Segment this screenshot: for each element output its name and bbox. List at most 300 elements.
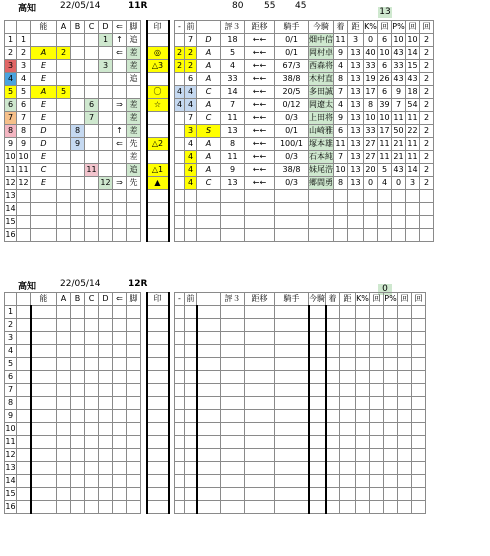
header-p-count: 回: [412, 293, 426, 306]
grade-cell: A: [197, 60, 221, 73]
arrow-cell: [113, 164, 127, 177]
header-dist-move: 距移: [245, 293, 275, 306]
style-cell: [127, 216, 141, 229]
rank-cell: [31, 319, 57, 332]
dist-move-cell: [245, 203, 275, 216]
dist-cell: 10: [364, 112, 378, 125]
row-num-cell: 6: [5, 99, 17, 112]
mark-dash-cell: [175, 177, 185, 190]
p-count-cell: 2: [420, 34, 434, 47]
k-pct-cell: [370, 358, 384, 371]
mark-dash-cell: [175, 190, 185, 203]
prev-cell: 4: [185, 151, 197, 164]
row-num-cell: 5: [5, 358, 17, 371]
mark-dash-cell: [175, 462, 185, 475]
row-num-cell: 4: [5, 73, 17, 86]
rank-cell: [31, 397, 57, 410]
arrow-cell: [113, 462, 127, 475]
style-cell: 差: [127, 99, 141, 112]
k-pct-cell: 6: [378, 60, 392, 73]
p-pct-cell: 14: [406, 47, 420, 60]
dist-cell: [356, 332, 370, 345]
row-num-cell: 12: [5, 177, 17, 190]
p-count-cell: 2: [420, 73, 434, 86]
jockey-name-cell: [309, 384, 326, 397]
col-b-cell: [71, 384, 85, 397]
row-num-cell: 14: [5, 203, 17, 216]
jockey-stats-cell: 0/1: [275, 125, 309, 138]
k-count-cell: [384, 449, 398, 462]
col-d-cell: [99, 501, 113, 514]
rank-cell: E: [31, 151, 57, 164]
jockey-name-cell: [309, 358, 326, 371]
k-count-cell: [384, 423, 398, 436]
p-pct-cell: [398, 384, 412, 397]
header-col-d: D: [99, 21, 113, 34]
dist-cell: 27: [364, 138, 378, 151]
finish-cell: [348, 203, 364, 216]
header-post-num: [17, 21, 31, 34]
jockey-stats-cell: 20/5: [275, 86, 309, 99]
k-count-cell: [392, 229, 406, 242]
style-cell: [127, 475, 141, 488]
dist-move-cell: [245, 216, 275, 229]
dist-move-cell: ←←: [245, 112, 275, 125]
dist-cell: [356, 397, 370, 410]
jockey-stats-cell: 38/8: [275, 164, 309, 177]
col-c-cell: [85, 345, 99, 358]
mark-dash-cell: [175, 138, 185, 151]
k-pct-cell: 26: [378, 73, 392, 86]
rank-cell: D: [31, 125, 57, 138]
eval3-cell: [221, 449, 245, 462]
finish-cell: [340, 397, 356, 410]
table-row: [5, 501, 426, 514]
p-count-cell: 2: [420, 177, 434, 190]
k-count-cell: [384, 410, 398, 423]
rank-cell: E: [31, 177, 57, 190]
header-dist-move: 距移: [245, 21, 275, 34]
row-num-cell: 10: [5, 151, 17, 164]
k-count-cell: [384, 436, 398, 449]
col-a-cell: [57, 371, 71, 384]
now-jockey-cell: [334, 203, 348, 216]
mark-dash-cell: [175, 449, 185, 462]
rank-cell: [31, 423, 57, 436]
row-num-cell: 2: [5, 319, 17, 332]
p-count-cell: 2: [420, 86, 434, 99]
jockey-name-cell: [309, 475, 326, 488]
k-pct-cell: [370, 488, 384, 501]
jockey-name-cell: [309, 203, 334, 216]
jockey-stats-cell: [275, 345, 309, 358]
jockey-name-cell: 塚本雄: [309, 138, 334, 151]
now-jockey-cell: 4: [334, 99, 348, 112]
col-d-cell: [99, 86, 113, 99]
col-d-cell: [99, 216, 113, 229]
jockey-name-cell: [309, 345, 326, 358]
row-num-cell: 6: [5, 371, 17, 384]
style-cell: [127, 436, 141, 449]
race-number: 12R: [128, 279, 148, 289]
p-pct-cell: [398, 358, 412, 371]
rank-cell: [31, 436, 57, 449]
jockey-name-cell: [309, 397, 326, 410]
p-pct-cell: [406, 203, 420, 216]
arrow-cell: [113, 319, 127, 332]
header-mark-dash: -: [175, 21, 185, 34]
col-c-cell: [85, 449, 99, 462]
jockey-stats-cell: [275, 410, 309, 423]
k-pct-cell: [370, 345, 384, 358]
col-a-cell: [57, 462, 71, 475]
table-row: [5, 125, 434, 138]
col-c-cell: [85, 423, 99, 436]
arrow-cell: [113, 203, 127, 216]
row-num-cell: 10: [5, 423, 17, 436]
eval3-cell: 14: [221, 86, 245, 99]
distance-count-badge: 0: [378, 284, 392, 295]
mark-dash-cell: [175, 164, 185, 177]
table-row: [5, 319, 426, 332]
jockey-name-cell: [309, 190, 334, 203]
mark-cell: [147, 306, 169, 319]
mark-cell: [147, 501, 169, 514]
arrow-cell: [113, 73, 127, 86]
prev-cell: [185, 410, 197, 423]
post-num-cell: [17, 229, 31, 242]
post-num-cell: [17, 501, 31, 514]
k-pct-cell: [370, 332, 384, 345]
header-prev: 前: [185, 293, 197, 306]
col-d-cell: [99, 164, 113, 177]
header-grade: [197, 293, 221, 306]
top-num-2: 55: [264, 1, 276, 11]
dist-move-cell: [245, 306, 275, 319]
arrow-cell: ⇐: [113, 47, 127, 60]
now-jockey-cell: 9: [334, 47, 348, 60]
header-rank: 能: [31, 21, 57, 34]
k-count-cell: [384, 319, 398, 332]
col-c-cell: [85, 47, 99, 60]
post-num-cell: 8: [17, 125, 31, 138]
eval3-cell: [221, 358, 245, 371]
mark-dash-cell: [175, 203, 185, 216]
finish-cell: 13: [348, 138, 364, 151]
style-cell: 差: [127, 60, 141, 73]
rank-cell: [31, 488, 57, 501]
header-now-jockey: 着: [334, 21, 348, 34]
table-row: [5, 371, 426, 384]
grade-cell: [197, 190, 221, 203]
k-count-cell: 21: [392, 151, 406, 164]
grade-cell: S: [197, 125, 221, 138]
rank-cell: [31, 216, 57, 229]
col-c-cell: 11: [85, 164, 99, 177]
eval3-cell: 4: [221, 60, 245, 73]
mark-dash-cell: [175, 410, 185, 423]
jockey-name-cell: 郷間勇: [309, 177, 334, 190]
col-b-cell: 8: [71, 125, 85, 138]
eval3-cell: [221, 332, 245, 345]
table-row: [5, 449, 426, 462]
dist-cell: 33: [364, 60, 378, 73]
p-pct-cell: [398, 475, 412, 488]
jockey-stats-cell: [275, 306, 309, 319]
finish-cell: [340, 462, 356, 475]
col-a-cell: [57, 125, 71, 138]
p-pct-cell: 11: [406, 112, 420, 125]
jockey-name-cell: [309, 410, 326, 423]
row-num-cell: 5: [5, 86, 17, 99]
dist-move-cell: [245, 462, 275, 475]
mark-cell: [147, 397, 169, 410]
jockey-name-cell: 妹尾浩: [309, 164, 334, 177]
dist-move-cell: ←←: [245, 73, 275, 86]
post-num-cell: [17, 345, 31, 358]
col-a-cell: [57, 319, 71, 332]
rank-cell: [31, 501, 57, 514]
p-pct-cell: [398, 462, 412, 475]
k-pct-cell: 11: [378, 151, 392, 164]
dist-move-cell: [245, 475, 275, 488]
header-jockey-name: 今騎: [309, 21, 334, 34]
k-count-cell: 50: [392, 125, 406, 138]
col-b-cell: [71, 371, 85, 384]
arrow-cell: [113, 306, 127, 319]
p-pct-cell: [398, 410, 412, 423]
jockey-stats-cell: [275, 423, 309, 436]
mark-cell: [147, 229, 169, 242]
header-col-c: C: [85, 21, 99, 34]
now-jockey-cell: 10: [334, 164, 348, 177]
p-count-cell: [412, 488, 426, 501]
k-pct-cell: [378, 190, 392, 203]
eval3-cell: [221, 384, 245, 397]
row-num-cell: 8: [5, 397, 17, 410]
col-a-cell: [57, 190, 71, 203]
col-d-cell: [99, 345, 113, 358]
mark-cell: [147, 73, 169, 86]
col-a-cell: [57, 216, 71, 229]
col-b-cell: [71, 203, 85, 216]
prev-cell: [185, 462, 197, 475]
grade-cell: [197, 345, 221, 358]
col-a-cell: [57, 306, 71, 319]
post-num-cell: 12: [17, 177, 31, 190]
jockey-stats-cell: [275, 462, 309, 475]
table-row: [5, 436, 426, 449]
p-count-cell: [420, 229, 434, 242]
mark-cell: [147, 436, 169, 449]
col-b-cell: [71, 306, 85, 319]
eval3-cell: 9: [221, 164, 245, 177]
arrow-cell: [113, 216, 127, 229]
header-finish: 距: [348, 21, 364, 34]
dist-cell: [364, 216, 378, 229]
k-pct-cell: [378, 216, 392, 229]
prev-cell: 2: [185, 47, 197, 60]
dist-cell: [356, 449, 370, 462]
eval3-cell: [221, 203, 245, 216]
col-d-cell: [99, 371, 113, 384]
col-b-cell: [71, 332, 85, 345]
mark-cell: [147, 423, 169, 436]
k-pct-cell: [370, 410, 384, 423]
header-row: [5, 293, 426, 306]
eval3-cell: 11: [221, 151, 245, 164]
grade-cell: [197, 332, 221, 345]
dist-cell: [356, 319, 370, 332]
grade-cell: [197, 462, 221, 475]
mark-dash-cell: 2: [175, 60, 185, 73]
style-cell: [127, 319, 141, 332]
k-count-cell: 0: [392, 177, 406, 190]
col-a-cell: [57, 112, 71, 125]
col-d-cell: [99, 319, 113, 332]
rank-cell: C: [31, 164, 57, 177]
k-pct-cell: [370, 319, 384, 332]
now-jockey-cell: 8: [334, 73, 348, 86]
table-row: [5, 138, 434, 151]
arrow-cell: [113, 475, 127, 488]
k-pct-cell: [370, 371, 384, 384]
style-cell: [127, 358, 141, 371]
prev-cell: 4: [185, 99, 197, 112]
k-count-cell: [384, 501, 398, 514]
col-c-cell: [85, 216, 99, 229]
dist-move-cell: ←←: [245, 86, 275, 99]
now-jockey-cell: [334, 229, 348, 242]
eval3-cell: [221, 371, 245, 384]
jockey-stats-cell: [275, 332, 309, 345]
header-jockey-stats: 騎手: [275, 21, 309, 34]
table-row: [5, 384, 426, 397]
style-cell: [127, 203, 141, 216]
now-jockey-cell: 8: [334, 177, 348, 190]
rank-cell: [31, 190, 57, 203]
finish-cell: [340, 449, 356, 462]
grade-cell: [197, 229, 221, 242]
mark-dash-cell: [175, 475, 185, 488]
jockey-stats-cell: [275, 436, 309, 449]
p-count-cell: 2: [420, 112, 434, 125]
arrow-cell: [113, 384, 127, 397]
col-c-cell: [85, 229, 99, 242]
k-pct-cell: 10: [378, 47, 392, 60]
col-c-cell: [85, 462, 99, 475]
p-count-cell: 2: [420, 151, 434, 164]
prev-cell: 7: [185, 112, 197, 125]
mark-cell: [147, 112, 169, 125]
dist-move-cell: [245, 488, 275, 501]
now-jockey-cell: 11: [334, 138, 348, 151]
finish-cell: 13: [348, 177, 364, 190]
mark-dash-cell: [175, 216, 185, 229]
rank-cell: [31, 384, 57, 397]
style-cell: 先: [127, 177, 141, 190]
col-b-cell: [71, 397, 85, 410]
mark-dash-cell: [175, 319, 185, 332]
grade-cell: [197, 410, 221, 423]
grade-cell: [197, 475, 221, 488]
p-pct-cell: [398, 397, 412, 410]
now-jockey-cell: [334, 216, 348, 229]
post-num-cell: [17, 462, 31, 475]
prev-cell: [185, 319, 197, 332]
now-jockey-cell: [326, 462, 340, 475]
post-num-cell: [17, 203, 31, 216]
mark-cell: [147, 475, 169, 488]
mark-dash-cell: [175, 397, 185, 410]
table-row: [5, 164, 434, 177]
col-d-cell: [99, 229, 113, 242]
col-d-cell: [99, 306, 113, 319]
k-pct-cell: 6: [378, 34, 392, 47]
mark-dash-cell: [175, 229, 185, 242]
mark-cell: [147, 125, 169, 138]
table-row: [5, 462, 426, 475]
col-a-cell: 5: [57, 86, 71, 99]
top-num-3: 45: [295, 1, 307, 11]
row-num-cell: 4: [5, 345, 17, 358]
col-d-cell: [99, 332, 113, 345]
prev-cell: [185, 371, 197, 384]
col-d-cell: 1: [99, 34, 113, 47]
k-count-cell: 43: [392, 47, 406, 60]
dist-cell: 8: [364, 99, 378, 112]
jockey-stats-cell: 0/3: [275, 151, 309, 164]
col-c-cell: 7: [85, 112, 99, 125]
mark-cell: 〇: [147, 86, 169, 99]
dist-move-cell: [245, 319, 275, 332]
jockey-stats-cell: [275, 449, 309, 462]
k-pct-cell: [370, 475, 384, 488]
jockey-name-cell: 西森将: [309, 60, 334, 73]
col-a-cell: [57, 164, 71, 177]
k-count-cell: 10: [392, 34, 406, 47]
jockey-name-cell: [309, 371, 326, 384]
style-cell: [127, 345, 141, 358]
k-pct-cell: 17: [378, 125, 392, 138]
rank-cell: D: [31, 138, 57, 151]
finish-cell: [340, 423, 356, 436]
prev-cell: [185, 190, 197, 203]
now-jockey-cell: 9: [334, 112, 348, 125]
eval3-cell: [221, 410, 245, 423]
prev-cell: [185, 345, 197, 358]
col-b-cell: [71, 73, 85, 86]
rank-cell: [31, 462, 57, 475]
row-num-cell: 3: [5, 60, 17, 73]
p-pct-cell: [398, 345, 412, 358]
prev-cell: 7: [185, 34, 197, 47]
jockey-name-cell: [309, 501, 326, 514]
rank-cell: [31, 306, 57, 319]
mark-dash-cell: [175, 488, 185, 501]
dist-move-cell: [245, 449, 275, 462]
k-count-cell: [384, 475, 398, 488]
header-mark: 印: [147, 21, 169, 34]
jockey-name-cell: [309, 462, 326, 475]
p-count-cell: 2: [420, 47, 434, 60]
style-cell: 差: [127, 112, 141, 125]
jockey-stats-cell: 100/1: [275, 138, 309, 151]
col-b-cell: [71, 229, 85, 242]
eval3-cell: [221, 488, 245, 501]
col-c-cell: [85, 436, 99, 449]
mark-dash-cell: [175, 501, 185, 514]
